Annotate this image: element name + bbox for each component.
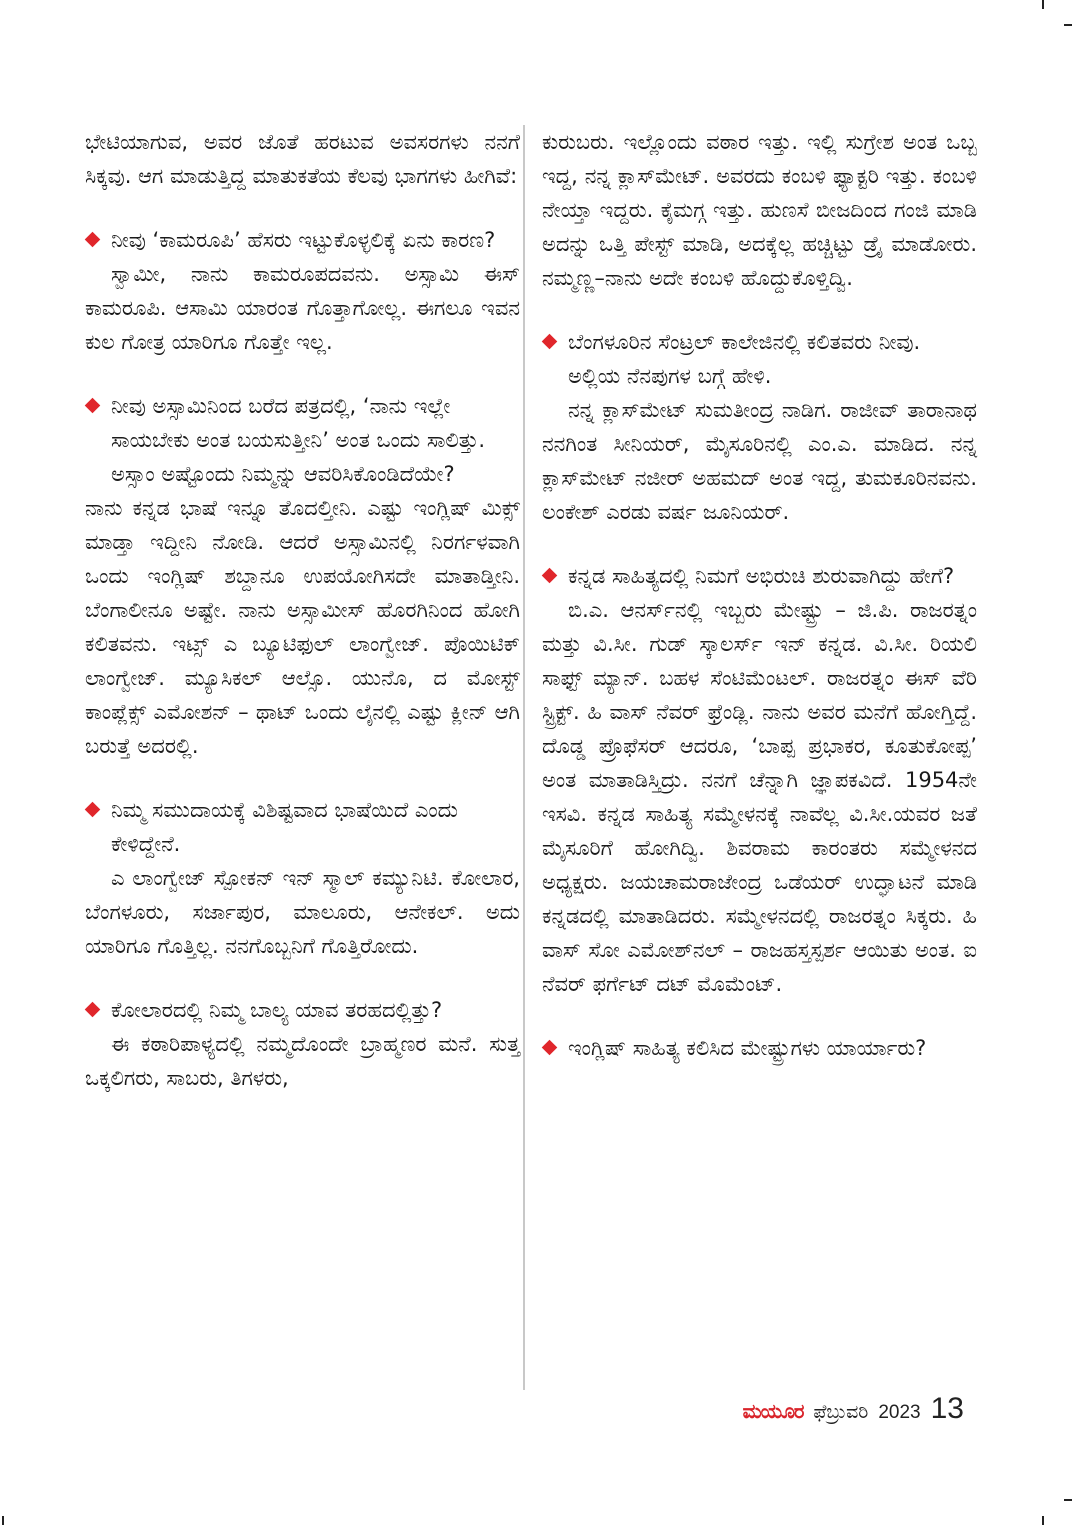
continuation-paragraph: ಕುರುಬರು. ಇಲ್ಲೊಂದು ವಠಾರ ಇತ್ತು. ಇಲ್ಲಿ ಸುಗ್ರೇಶ ಅಂತ ಒಬ್ಬ ಇದ್ದ, ನನ್ನ ಕ್ಲಾಸ್‌ಮೇಟ್. ಅವರದು ಕಂಬಳಿ ಫ್ಯಾಕ್ಟರಿ ಇತ್ತು. ಕಂಬಳಿ ನೇಯ್ತಾ ಇದ್ದರು. ಕೈಮಗ್ಗ ಇತ್ತು. ಹುಣಸೆ ಬೀಜದಿಂದ ಗಂಜಿ ಮಾಡಿ ಅದನ್ನು ಒತ್ತಿ ಪೇಸ್ಟ್ ಮಾಡಿ, ಅದಕ್ಕೆಲ್ಲ ಹಚ್ಚಿಟ್ಟು ಡ್ರೈ ಮಾಡೋರು. ನಮ್ಮಣ್ಣ–ನಾನು ಅದೇ ಕಂಬಳಿ ಹೊದ್ದುಕೊಳ್ತಿದ್ವಿ.	[542, 130, 977, 290]
diamond-bullet-icon	[542, 568, 558, 584]
question-text: ನೀವು ‘ಕಾಮರೂಪಿ’ ಹೆಸರು ಇಟ್ಟುಕೊಳ್ಳಲಿಕ್ಕೆ ಏನು ಕಾರಣ?	[111, 228, 496, 252]
question-block	[542, 559, 977, 593]
issue-year: 2023	[878, 1402, 921, 1423]
question-block	[85, 389, 520, 491]
answer-text: ಈ ಕಠಾರಿಪಾಳ್ಯದಲ್ಲಿ ನಮ್ಮದೊಂದೇ ಬ್ರಾಹ್ಮಣರ ಮನೆ. ಸುತ್ತ ಒಕ್ಕಲಿಗರು, ಸಾಬರು, ತಿಗಳರು,	[85, 1032, 520, 1090]
question-block	[85, 223, 520, 257]
answer-text: ನಾನು ಕನ್ನಡ ಭಾಷೆ ಇನ್ನೂ ತೊದಲ್ತೀನಿ. ಎಷ್ಟು ಇಂಗ್ಲಿಷ್ ಮಿಕ್ಸ್ ಮಾಡ್ತಾ ಇದ್ದೀನಿ ನೋಡಿ. ಆದರೆ ಅಸ್ಸಾಮಿನಲ್ಲಿ ನಿರರ್ಗಳವಾಗಿ ಒಂದು ಇಂಗ್ಲಿಷ್ ಶಬ್ದಾನೂ ಉಪಯೋಗಿಸದೇ ಮಾತಾಡ್ತೀನಿ. ಬೆಂಗಾಲೀನೂ ಅಷ್ಟೇ. ನಾನು ಅಸ್ಸಾಮೀಸ್ ಹೊರಗಿನಿಂದ ಹೋಗಿ ಕಲಿತವನು. ಇಟ್ಸ್ ಎ ಬ್ಯೂಟಿಫುಲ್ ಲಾಂಗ್ವೇಜ್. ಪೊಯಿಟಿಕ್ ಲಾಂಗ್ವೇಜ್. ಮ್ಯೂಸಿಕಲ್ ಆಲ್ಸೊ. ಯುನೊ, ದ ಮೋಸ್ಟ್ ಕಾಂಪ್ಲೆಕ್ಸ್ ಎಮೋಶನ್ – ಥಾಟ್ ಒಂದು ಲೈನಲ್ಲಿ ಎಷ್ಟು ಕ್ಲೀನ್ ಆಗಿ ಬರುತ್ತೆ ಅದರಲ್ಲಿ.	[85, 496, 520, 758]
diamond-bullet-icon	[85, 232, 101, 248]
question-block	[85, 793, 520, 861]
diamond-bullet-icon	[542, 334, 558, 350]
crop-mark-bottom-left	[2, 1516, 4, 1525]
question-block	[542, 1031, 977, 1065]
question-text: ಕನ್ನಡ ಸಾಹಿತ್ಯದಲ್ಲಿ ನಿಮಗೆ ಅಭಿರುಚಿ ಶುರುವಾಗಿದ್ದು ಹೇಗೆ?	[568, 564, 955, 588]
question-text: ಇಂಗ್ಲಿಷ್ ಸಾಹಿತ್ಯ ಕಲಿಸಿದ ಮೇಷ್ಟ್ರುಗಳು ಯಾರ್ಯಾರು?	[568, 1036, 927, 1060]
answer-text: ಎ ಲಾಂಗ್ವೇಜ್ ಸ್ಪೋಕನ್ ಇನ್ ಸ್ಮಾಲ್ ಕಮ್ಯುನಿಟಿ. ಕೋಲಾರ, ಬೆಂಗಳೂರು, ಸರ್ಜಾಪುರ, ಮಾಲೂರು, ಆನೇಕಲ್. ಅದು ಯಾರಿಗೂ ಗೊತ್ತಿಲ್ಲ. ನನಗೊಬ್ಬನಿಗೆ ಗೊತ್ತಿರೋದು.	[85, 866, 520, 958]
answer-text: ಬಿ.ಎ. ಆನರ್ಸ್‌ನಲ್ಲಿ ಇಬ್ಬರು ಮೇಷ್ಟ್ರು – ಜಿ.ಪಿ. ರಾಜರತ್ನಂ ಮತ್ತು ವಿ.ಸೀ. ಗುಡ್ ಸ್ಕಾಲರ್ಸ್ ಇನ್ ಕನ್ನಡ. ವಿ.ಸೀ. ರಿಯಲಿ ಸಾಫ್ಟ್ ಮ್ಯಾನ್. ಬಹಳ ಸೆಂಟಿಮೆಂಟಲ್. ರಾಜರತ್ನಂ ಈಸ್ ವೆರಿ ಸ್ಟ್ರಿಕ್ಟ್. ಹಿ ವಾಸ್ ನೆವರ್ ಫ್ರೆಂಡ್ಲಿ. ನಾನು ಅವರ ಮನೆಗೆ ಹೋಗ್ತಿದ್ದೆ. ದೊಡ್ಡ ಪ್ರೊಫೆಸರ್ ಆದರೂ, ‘ಬಾಪ್ಪ ಪ್ರಭಾಕರ, ಕೂತುಕೋಪ್ಪ’ ಅಂತ ಮಾತಾಡಿಸ್ತಿದ್ರು. ನನಗೆ ಚೆನ್ನಾಗಿ ಜ್ಞಾಪಕವಿದೆ. 1954ನೇ ಇಸವಿ. ಕನ್ನಡ ಸಾಹಿತ್ಯ ಸಮ್ಮೇಳನಕ್ಕೆ ನಾವೆಲ್ಲ ವಿ.ಸೀ.ಯವರ ಜತೆ ಮೈಸೂರಿಗೆ ಹೋಗಿದ್ವಿ. ಶಿವರಾಮ ಕಾರಂತರು ಸಮ್ಮೇಳನದ ಅಧ್ಯಕ್ಷರು. ಜಯಚಾಮರಾಜೇಂದ್ರ ಒಡೆಯರ್ ಉದ್ಘಾಟನೆ ಮಾಡಿ ಕನ್ನಡದಲ್ಲಿ ಮಾತಾಡಿದರು. ಸಮ್ಮೇಳನದಲ್ಲಿ ರಾಜರತ್ನಂ ಸಿಕ್ಕರು. ಹಿ ವಾಸ್ ಸೋ ಎಮೋಶ್‌ನಲ್ – ರಾಜಹಸ್ತಸ್ಪರ್ಶ ಆಯಿತು ಅಂತ. ಐ ನೆವರ್ ಫರ್ಗೆಟ್ ದಟ್ ಮೊಮೆಂಟ್.	[542, 598, 977, 996]
answer-text: ನನ್ನ ಕ್ಲಾಸ್‌ಮೇಟ್ ಸುಮತೀಂದ್ರ ನಾಡಿಗ. ರಾಜೀವ್ ತಾರಾನಾಥ ನನಗಿಂತ ಸೀನಿಯರ್, ಮೈಸೂರಿನಲ್ಲಿ ಎಂ.ಎ. ಮಾಡಿದ. ನನ್ನ ಕ್ಲಾಸ್‌ಮೇಟ್ ನಜೀರ್ ಅಹಮದ್ ಅಂತ ಇದ್ದ, ತುಮಕೂರಿನವನು. ಲಂಕೇಶ್ ಎರಡು ವರ್ಷ ಜೂನಿಯರ್.	[542, 398, 977, 524]
page-footer	[743, 1392, 964, 1426]
page-number: 13	[930, 1392, 964, 1425]
question-block	[542, 325, 977, 393]
crop-mark-bottom-right-side	[1064, 1499, 1072, 1501]
diamond-bullet-icon	[85, 802, 101, 818]
answer-text: ಸ್ವಾಮೀ, ನಾನು ಕಾಮರೂಪದವನು. ಅಸ್ಸಾಮಿ ಈಸ್ ಕಾಮರೂಪಿ. ಆಸಾಮಿ ಯಾರಂತ ಗೊತ್ತಾಗೋಲ್ಲ. ಈಗಲೂ ಇವನ ಕುಲ ಗೋತ್ರ ಯಾರಿಗೂ ಗೊತ್ತೇ ಇಲ್ಲ.	[85, 262, 520, 354]
crop-mark-bottom-right	[1042, 1516, 1044, 1525]
left-column	[85, 125, 520, 1095]
column-divider	[523, 125, 525, 1390]
question-text: ಕೋಲಾರದಲ್ಲಿ ನಿಮ್ಮ ಬಾಲ್ಯ ಯಾವ ತರಹದಲ್ಲಿತ್ತು?	[111, 998, 443, 1022]
question-text: ಬೆಂಗಳೂರಿನ ಸೆಂಟ್ರಲ್ ಕಾಲೇಜಿನಲ್ಲಿ ಕಲಿತವರು ನೀವು. ಅಲ್ಲಿಯ ನೆನಪುಗಳ ಬಗ್ಗೆ ಹೇಳಿ.	[568, 330, 921, 388]
crop-mark-top-right	[1042, 0, 1044, 9]
issue-month: ಫೆಬ್ರುವರಿ	[813, 1401, 869, 1423]
diamond-bullet-icon	[85, 1002, 101, 1018]
diamond-bullet-icon	[85, 398, 101, 414]
magazine-logo: ಮಯೂರ	[742, 1399, 804, 1423]
crop-mark-top-right-side	[1064, 24, 1072, 26]
question-text: ನೀವು ಅಸ್ಸಾಮಿನಿಂದ ಬರೆದ ಪತ್ರದಲ್ಲಿ, ‘ನಾನು ಇಲ್ಲೇ ಸಾಯಬೇಕು ಅಂತ ಬಯಸುತ್ತೀನಿ’ ಅಂತ ಒಂದು ಸಾಲಿತ್ತು. ಅಸ್ಸಾಂ ಅಷ್ಟೊಂದು ನಿಮ್ಮನ್ನು ಆವರಿಸಿಕೊಂಡಿದೆಯೇ?	[111, 394, 486, 486]
right-column	[542, 125, 977, 1065]
question-text: ನಿಮ್ಮ ಸಮುದಾಯಕ್ಕೆ ವಿಶಿಷ್ಟವಾದ ಭಾಷೆಯಿದೆ ಎಂದು ಕೇಳಿದ್ದೇನೆ.	[111, 798, 458, 856]
question-block	[85, 993, 520, 1027]
intro-paragraph: ಭೇಟಿಯಾಗುವ, ಅವರ ಜೊತೆ ಹರಟುವ ಅವಸರಗಳು ನನಗೆ ಸಿಕ್ಕವು. ಆಗ ಮಾಡುತ್ತಿದ್ದ ಮಾತುಕತೆಯ ಕೆಲವು ಭಾಗಗಳು ಹೀಗಿವೆ:	[85, 130, 520, 188]
diamond-bullet-icon	[542, 1040, 558, 1056]
